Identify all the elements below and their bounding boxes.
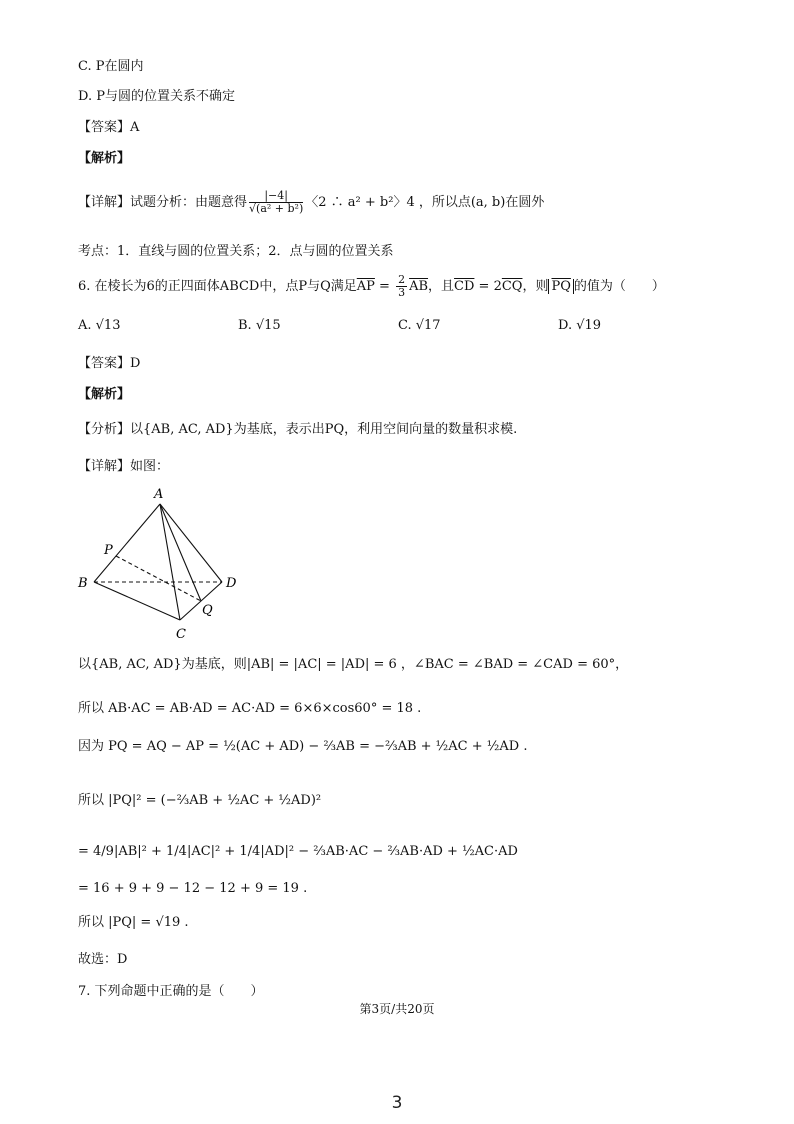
q6-prefix: 6. 在棱长为6的正四面体ABCD中，点P与Q满足 [78, 279, 357, 294]
q6-eq1: = [374, 279, 395, 294]
q6-mid4: ，则 [522, 279, 549, 294]
label-b: B [78, 576, 88, 591]
q6-post: 的值为（ ） [573, 279, 665, 294]
answer-label: 【答案】A [78, 120, 140, 135]
vector-cd: $\overline{CD}$ [454, 279, 475, 294]
eq-line-5: = 4/9|AB|² + 1/4|AC|² + 1/4|AD|² − ⅔AB·AC − ⅔AB·AD + ½AC·AD [78, 844, 518, 859]
option-a: A. √13 [78, 318, 121, 333]
label-q: Q [202, 603, 213, 618]
analysis-label-6: 【解析】 [78, 387, 131, 402]
guxuan-line: 故选：D [78, 952, 128, 967]
label-a: A [154, 487, 164, 502]
eq-line-2: 所以 AB·AC = AB·AD = AC·AD = 6×6×cos60° = 18 . [78, 701, 422, 716]
edge-bc [94, 582, 180, 620]
q6-frac-num: 2 [398, 273, 406, 286]
segment-pq-dashed [116, 556, 201, 601]
page-number: 3 [391, 1093, 403, 1113]
label-p: P [104, 543, 113, 558]
analysis-label: 【解析】 [78, 151, 131, 166]
vector-pq: $\overline{PQ}$ [551, 279, 571, 294]
detail-prefix: 【详解】试题分析：由题意得 [78, 195, 248, 210]
eq-line-6: = 16 + 9 + 9 − 12 − 12 + 9 = 19 . [78, 881, 308, 896]
vector-ab: $\overline{AB}$ [409, 279, 429, 294]
eq-line-4: 所以 |PQ|² = (−⅔AB + ½AC + ½AD)² [78, 793, 322, 808]
vector-ap: $\overline{AP}$ [356, 279, 375, 294]
line-aq [160, 504, 201, 601]
option-c-6: C. √17 [398, 318, 441, 333]
detail-fraction-den: √(a² + b²) [249, 202, 304, 215]
eq-line-3: 因为 PQ = AQ − AP = ½(AC + AD) − ⅔AB = −⅔AB + ½AC + ½AD . [78, 739, 528, 754]
question-6 [78, 273, 665, 301]
answer-label-6: 【答案】D [78, 356, 141, 371]
option-b: B. √15 [238, 318, 281, 333]
option-d: D. P与圆的位置关系不确定 [78, 89, 235, 104]
q6-mid2: ，且 [428, 279, 455, 294]
detail-fraction [249, 190, 303, 215]
option-d-6: D. √19 [558, 318, 602, 333]
q6-mid3: = 2 [474, 279, 502, 294]
q6-fraction [396, 274, 407, 299]
edge-ac [160, 504, 180, 620]
detail-6-line: 【详解】如图： [78, 459, 170, 474]
detail-line [78, 188, 544, 218]
label-c: C [176, 627, 186, 642]
edge-ad [160, 504, 222, 582]
page-footer: 第3页/共20页 [359, 1002, 435, 1016]
fenxi-line: 【分析】以{AB, AC, AD}为基底，表示出PQ，利用空间向量的数量积求模. [78, 422, 518, 437]
label-d: D [226, 576, 237, 591]
vector-cq: $\overline{CQ}$ [501, 279, 523, 294]
question-7: 7. 下列命题中正确的是（ ） [78, 984, 264, 999]
detail-fraction-num: |−4| [249, 190, 303, 203]
tetrahedron-figure [70, 482, 260, 644]
kaodian-line: 考点：1．直线与圆的位置关系；2．点与圆的位置关系 [78, 244, 394, 259]
eq-line-1: 以{AB, AC, AD}为基底，则|AB| = |AC| = |AD| = 6 ，∠BAC = ∠BAD = ∠CAD = 60°， [78, 657, 629, 672]
detail-suffix: 〈2 ∴ a² + b²〉4 ，所以点(a, b)在圆外 [305, 195, 545, 210]
eq-line-7: 所以 |PQ| = √19 . [78, 915, 189, 930]
q6-frac-den: 3 [398, 286, 406, 299]
option-c: C. P在圆内 [78, 59, 144, 74]
